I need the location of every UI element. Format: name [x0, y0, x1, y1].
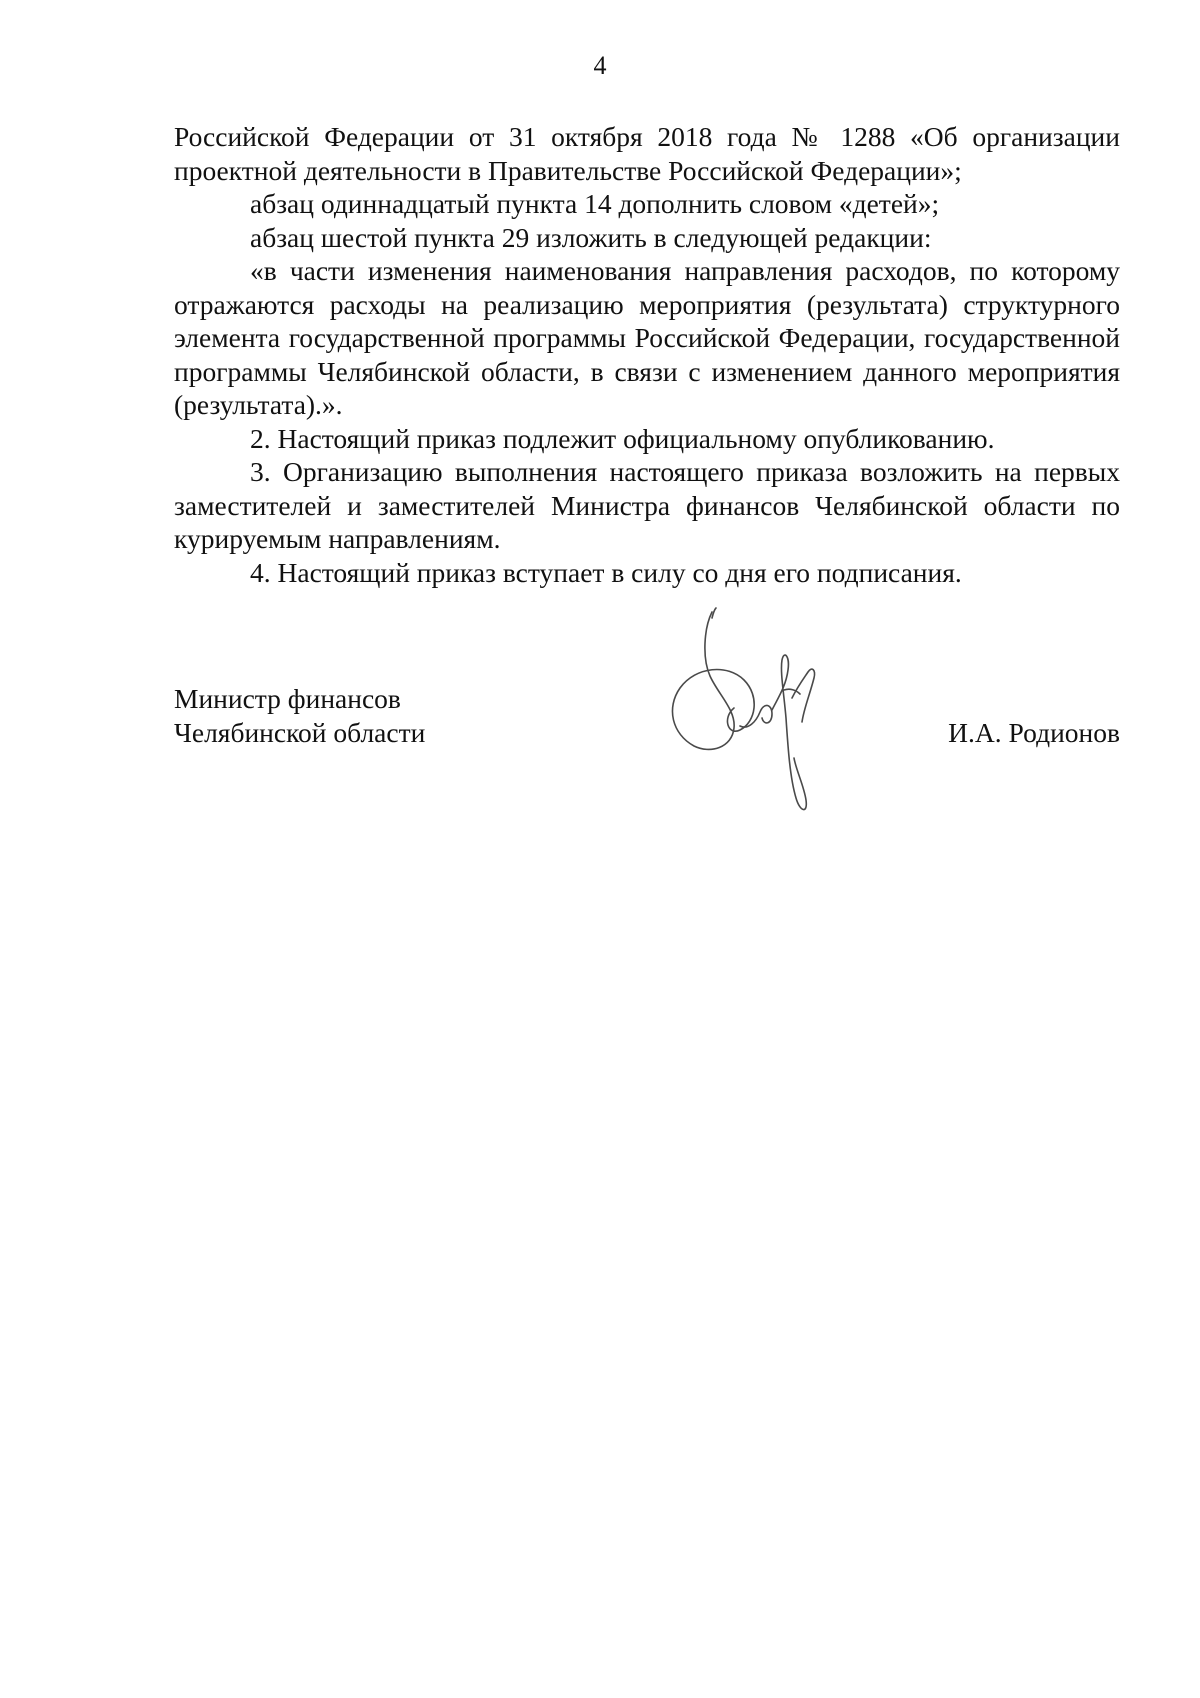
paragraph-amendment-29: абзац шестой пункта 29 изложить в следующей редакции:	[250, 221, 932, 253]
page-number: 4	[593, 51, 607, 80]
document-body	[174, 120, 1120, 589]
paragraph-item-3: 3. Организацию выполнения настоящего приказа возложить на первых заместителей и заместителей Министра финансов Челябинской области по курируемым направлениям.	[174, 456, 1120, 554]
signer-name: И.А. Родионов	[948, 717, 1120, 748]
paragraph-new-wording: «в части изменения наименования направления расходов, по которому отражаются расходы на реализацию мероприятия (результата) структурного элемента государственной программы Российской Федерации, государственной программы Челябинской области, в связи с изменением данного мероприятия (результата).».	[174, 255, 1120, 420]
paragraph-continuation: Российской Федерации от 31 октября 2018 года № 1288 «Об организации проектной деятельности в Правительстве Российской Федерации»;	[174, 121, 1120, 186]
paragraph-item-2: 2. Настоящий приказ подлежит официальному опубликованию.	[250, 422, 995, 454]
signature-block	[174, 682, 1120, 802]
paragraph-item-4: 4. Настоящий приказ вступает в силу со дня его подписания.	[250, 556, 962, 588]
signer-position-line-2: Челябинской области	[174, 717, 426, 748]
signer-position-line-1: Министр финансов	[174, 683, 401, 714]
paragraph-amendment-14: абзац одиннадцатый пункта 14 дополнить словом «детей»;	[250, 188, 940, 219]
handwritten-signature	[664, 598, 864, 838]
signer-position	[174, 682, 425, 750]
